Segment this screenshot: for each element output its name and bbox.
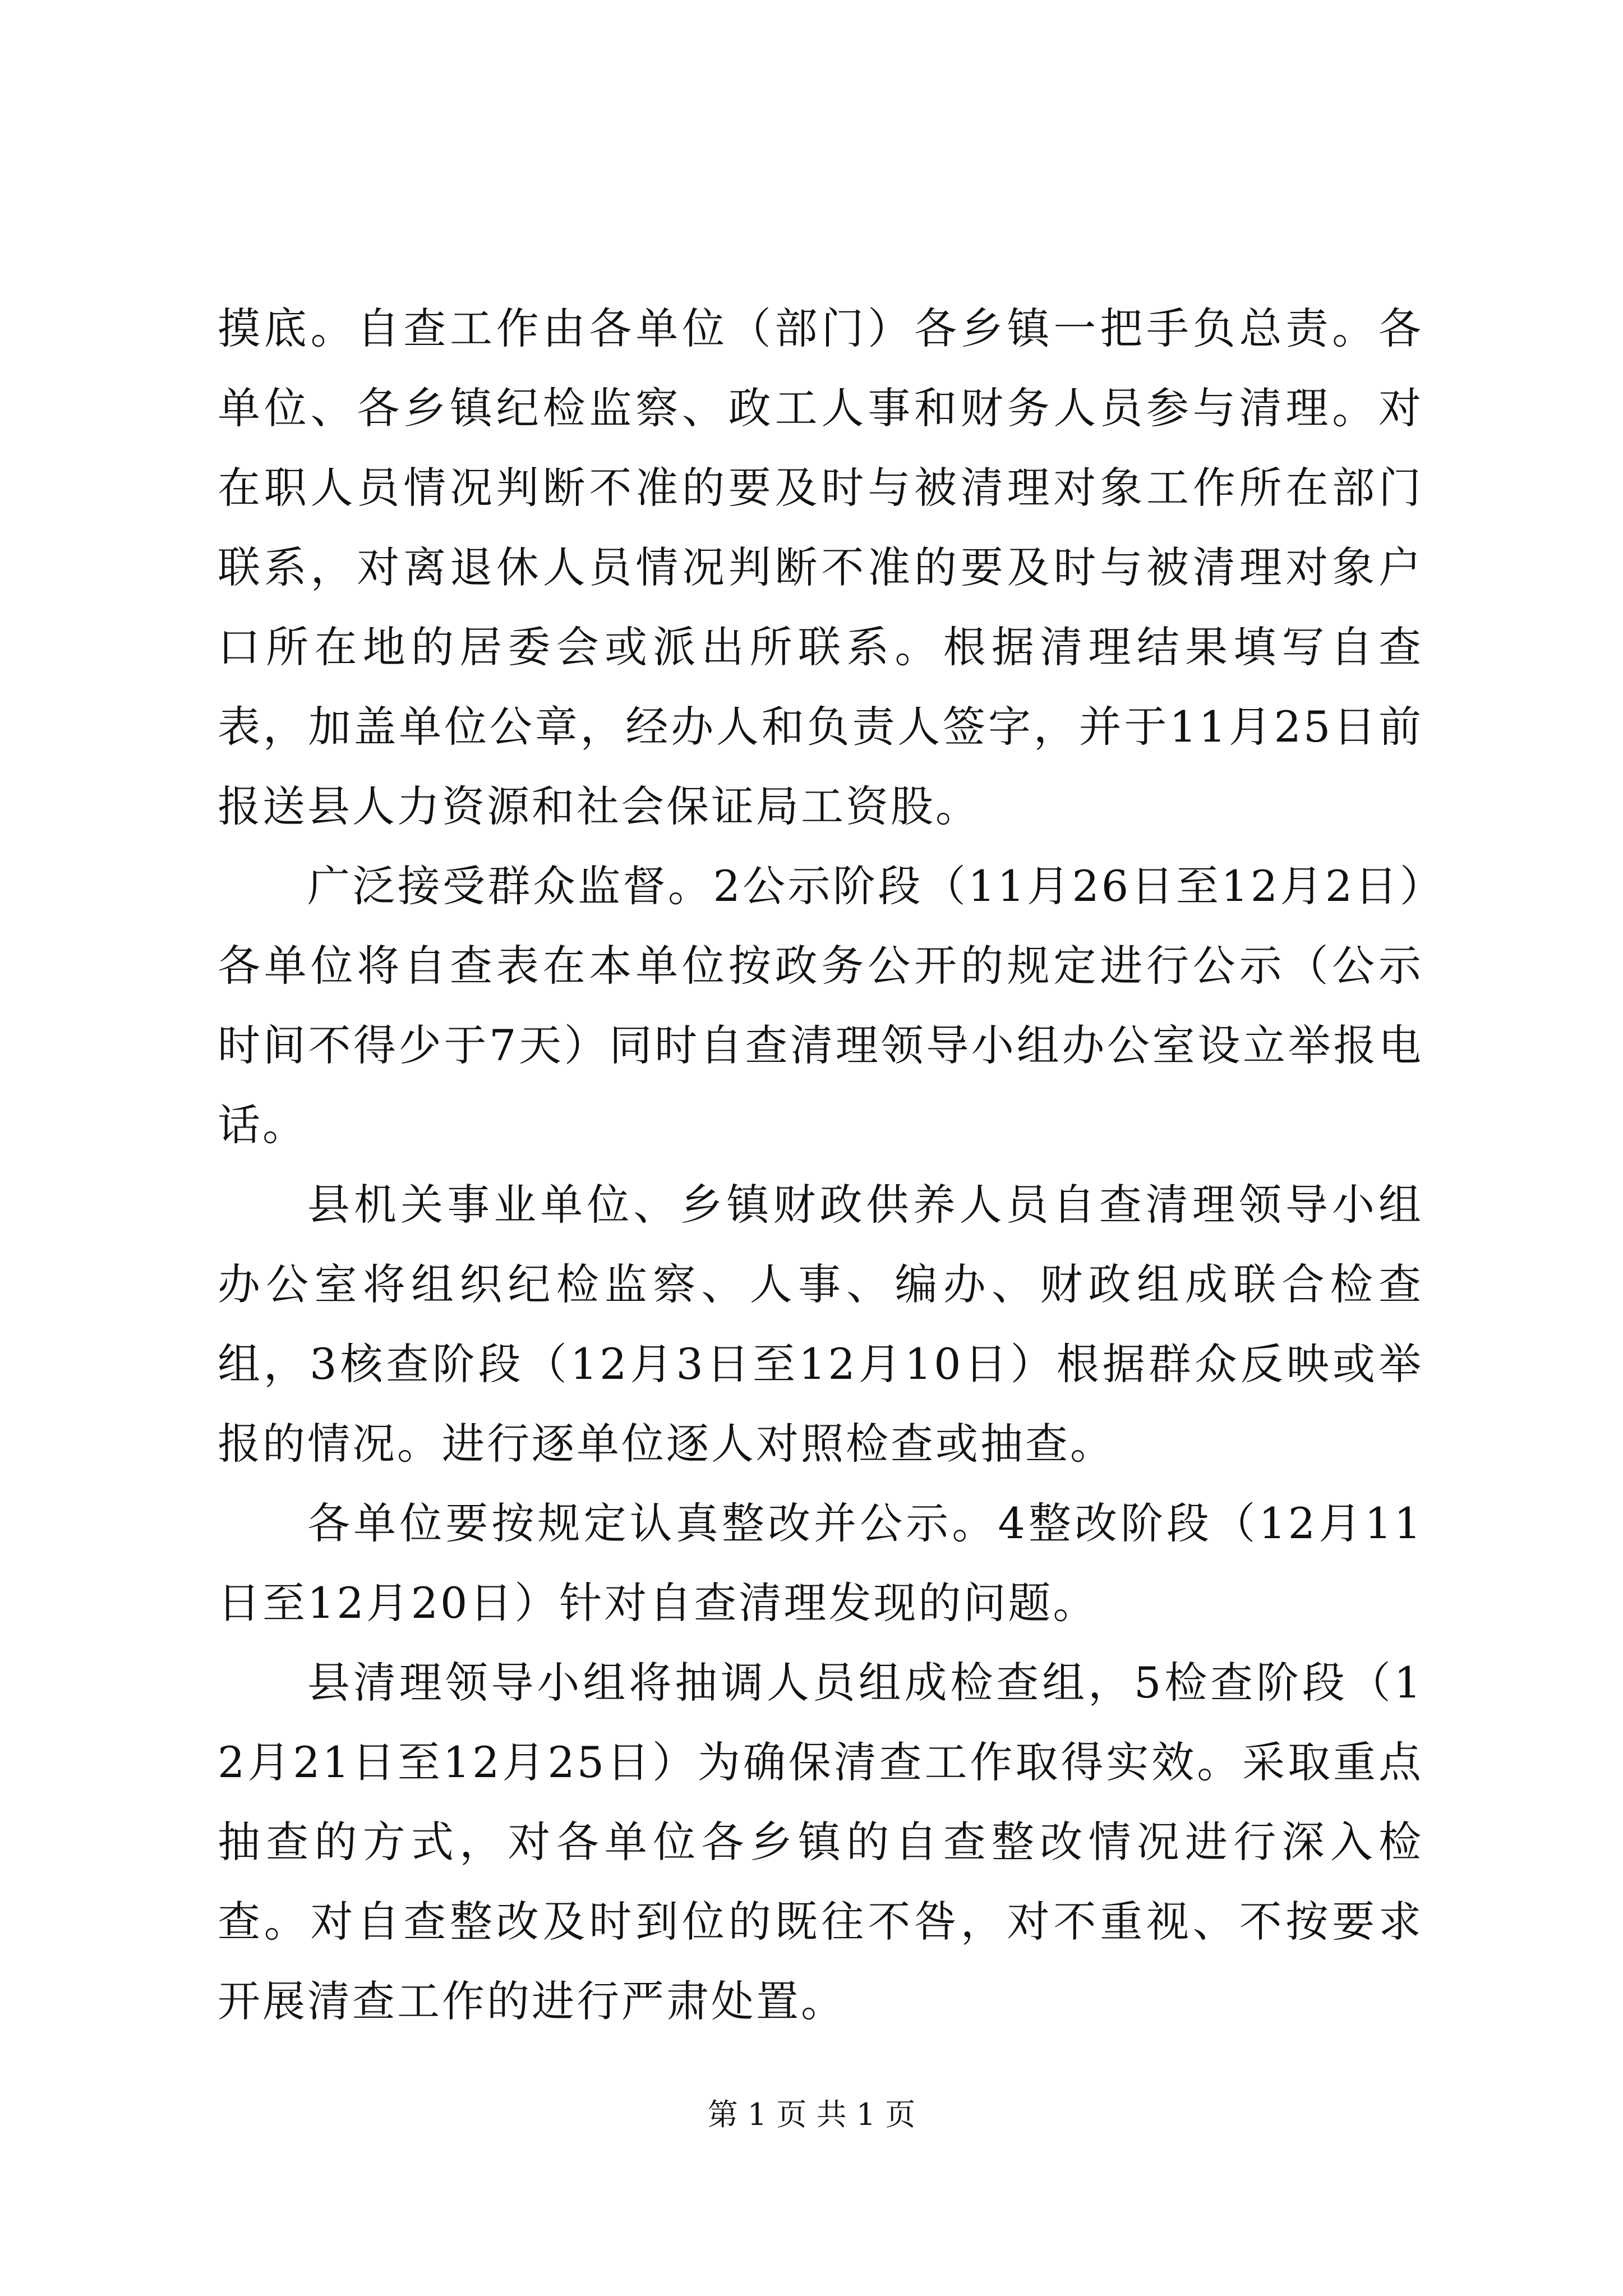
paragraph-4: 各单位要按规定认真整改并公示。4整改阶段（12月11日至12月20日）针对自查清理发现的问题。 [218, 1498, 1423, 1628]
page-footer: 第 1 页 共 1 页 [707, 2097, 916, 2132]
paragraph-3: 县机关事业单位、乡镇财政供养人员自查清理领导小组办公室将组织纪检监察、人事、编办、财政组成联合检查组，3核查阶段（12月3日至12月10日）根据群众反映或举报的情况。进行逐单位逐人对照检查或抽查。 [218, 1180, 1423, 1469]
document-body [218, 289, 1423, 2041]
paragraph-1: 摸底。自查工作由各单位（部门）各乡镇一把手负总责。各单位、各乡镇纪检监察、政工人事和财务人员参与清理。对在职人员情况判断不准的要及时与被清理对象工作所在部门联系，对离退休人员情况判断不准的要及时与被清理对象户口所在地的居委会或派出所联系。根据清理结果填写自查表，加盖单位公章，经办人和负责人签字，并于11月25日前报送县人力资源和社会保证局工资股。 [218, 303, 1423, 831]
paragraph-5: 县清理领导小组将抽调人员组成检查组，5检查阶段（12月21日至12月25日）为确保清查工作取得实效。采取重点抽查的方式，对各单位各乡镇的自查整改情况进行深入检查。对自查整改及时到位的既往不咎，对不重视、不按要求开展清查工作的进行严肃处置。 [218, 1658, 1423, 2026]
paragraph-2: 广泛接受群众监督。2公示阶段（11月26日至12月2日）各单位将自查表在本单位按政务公开的规定进行公示（公示时间不得少于7天）同时自查清理领导小组办公室设立举报电话。 [218, 861, 1423, 1150]
